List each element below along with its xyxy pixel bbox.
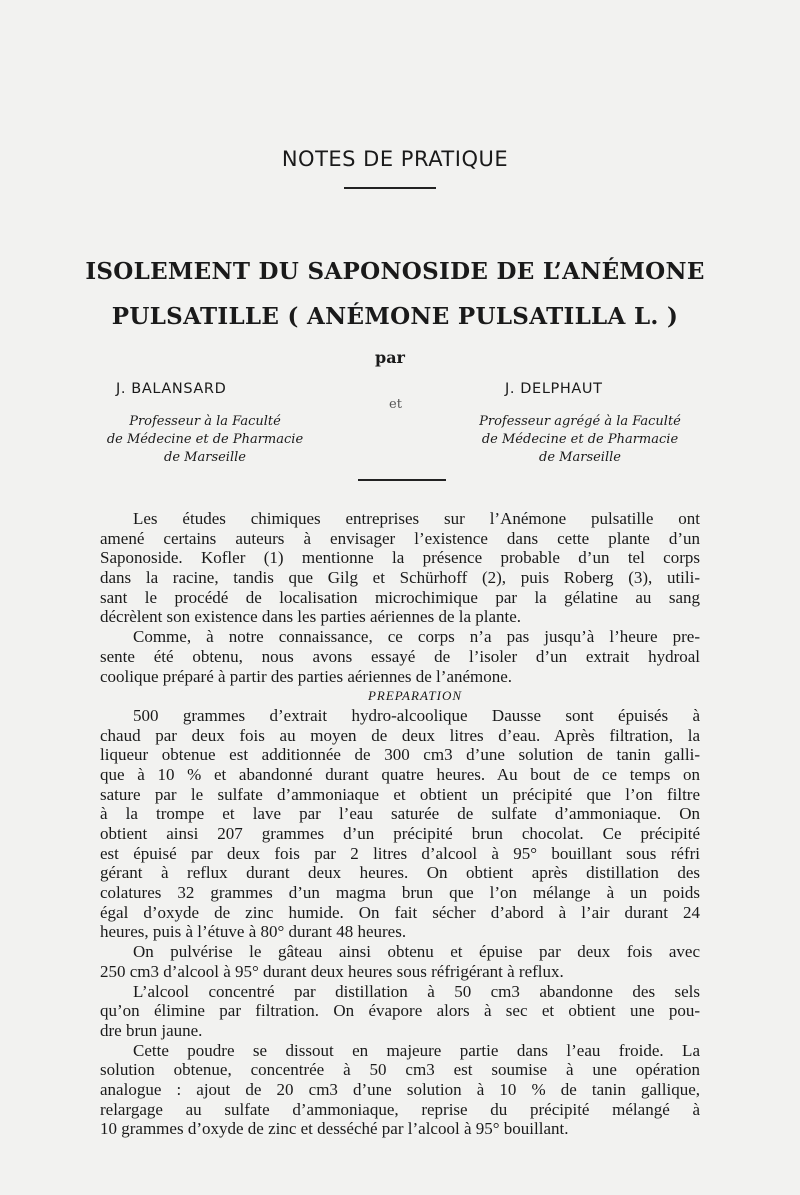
body-line: colatures 32 grammes d’un magma brun que l’on mélange à un poids: [100, 883, 700, 903]
body-line: sant le procédé de localisation microchimique par la gélatine au sang: [100, 587, 700, 607]
body-line: dre brun jaune.: [100, 1020, 203, 1040]
body-line: L’alcool concentré par distillation à 50 cm3 abandonne des sels: [133, 981, 700, 1001]
body-line: heures, puis à l’étuve à 80° durant 48 heures.: [100, 922, 407, 942]
body-line: à la trompe et lave par l’eau saturée de sulfate d’ammoniaque. On: [100, 804, 700, 824]
header-rule: [344, 187, 436, 189]
affiliation-line: de Médecine et de Pharmacie: [106, 432, 304, 447]
body-line: amené certains auteurs à envisager l’existence dans cette plante d’un: [100, 528, 700, 548]
affiliation-line: de Marseille: [539, 450, 621, 465]
body-line: gérant à reflux durant deux heures. On obtient après distillation des: [100, 863, 700, 883]
author-affiliation-2: [460, 413, 700, 467]
affiliation-line: Professeur à la Faculté: [129, 414, 281, 429]
body-line: sente été obtenu, nous avons essayé de l’isoler d’un extrait hydroal: [100, 646, 700, 666]
body-text: [100, 509, 700, 1139]
author-name-2: J. DELPHAUT: [505, 381, 603, 397]
body-line: On pulvérise le gâteau ainsi obtenu et épuise par deux fois avec: [133, 942, 700, 962]
body-line: liqueur obtenue est additionnée de 300 cm3 d’une solution de tanin galli-: [100, 745, 700, 765]
body-line: solution obtenue, concentrée à 50 cm3 est soumise à une opération: [100, 1060, 700, 1080]
body-line: coolique préparé à partir des parties aériennes de l’anémone.: [100, 666, 513, 686]
body-line: analogue : ajout de 20 cm3 d’une solution à 10 % de tanin gallique,: [100, 1079, 700, 1099]
body-line: 10 grammes d’oxyde de zinc et desséché par l’alcool à 95° bouillant.: [100, 1119, 569, 1139]
body-line: décrèlent son existence dans les parties aériennes de la plante.: [100, 607, 522, 627]
article-title-line-1: ISOLEMENT DU SAPONOSIDE DE L’ANÉMONE: [85, 258, 705, 285]
section-title: NOTES DE PRATIQUE: [281, 147, 509, 171]
body-line: qu’on élimine par filtration. On évapore alors à sec et obtient une pou-: [100, 1001, 700, 1021]
body-line: égal d’oxyde de zinc humide. On fait sécher d’abord à l’air durant 24: [100, 902, 700, 922]
body-line: sature par le sulfate d’ammoniaque et obtient un précipité que l’on filtre: [100, 784, 700, 804]
affiliation-line: de Marseille: [164, 450, 246, 465]
body-line: est épuisé par deux fois par 2 litres d’alcool à 95° bouillant sous réfri: [100, 843, 700, 863]
body-line: que à 10 % et abandonné durant quatre heures. Au bout de ce temps on: [100, 764, 700, 784]
body-line: Cette poudre se dissout en majeure partie dans l’eau froide. La: [133, 1040, 700, 1060]
body-line: 250 cm3 d’alcool à 95° durant deux heures sous réfrigérant à reflux.: [100, 961, 564, 981]
author-affiliation-1: [85, 413, 325, 467]
body-line: chaud par deux fois au moyen de deux litres d’eau. Après filtration, la: [100, 725, 700, 745]
body-line: Comme, à notre connaissance, ce corps n’a pas jusqu’à l’heure pre-: [133, 627, 700, 647]
byline-conjunction: et: [389, 397, 402, 412]
author-name-1: J. BALANSARD: [116, 381, 227, 397]
body-line: Les études chimiques entreprises sur l’Anémone pulsatille ont: [133, 509, 700, 528]
affiliation-line: Professeur agrégé à la Faculté: [479, 414, 681, 429]
body-line: dans la racine, tandis que Gilg et Schürhoff (2), puis Roberg (3), utili-: [100, 568, 700, 588]
body-line: Saponoside. Kofler (1) mentionne la présence probable d’un tel corps: [100, 548, 700, 568]
byline-rule: [358, 479, 446, 481]
affiliation-line: de Médecine et de Pharmacie: [481, 432, 679, 447]
byline-par: par: [375, 348, 405, 367]
body-line: obtient ainsi 207 grammes d’un précipité brun chocolat. Ce précipité: [100, 824, 700, 843]
body-line: 500 grammes d’extrait hydro-alcoolique Dausse sont épuisés à: [133, 705, 700, 725]
article-title-line-2: PULSATILLE ( ANÉMONE PULSATILLA L. ): [111, 303, 679, 330]
subheading-preparation: PREPARATION: [367, 688, 463, 704]
body-line: relargage au sulfate d’ammoniaque, reprise du précipité mélangé à: [100, 1099, 700, 1119]
